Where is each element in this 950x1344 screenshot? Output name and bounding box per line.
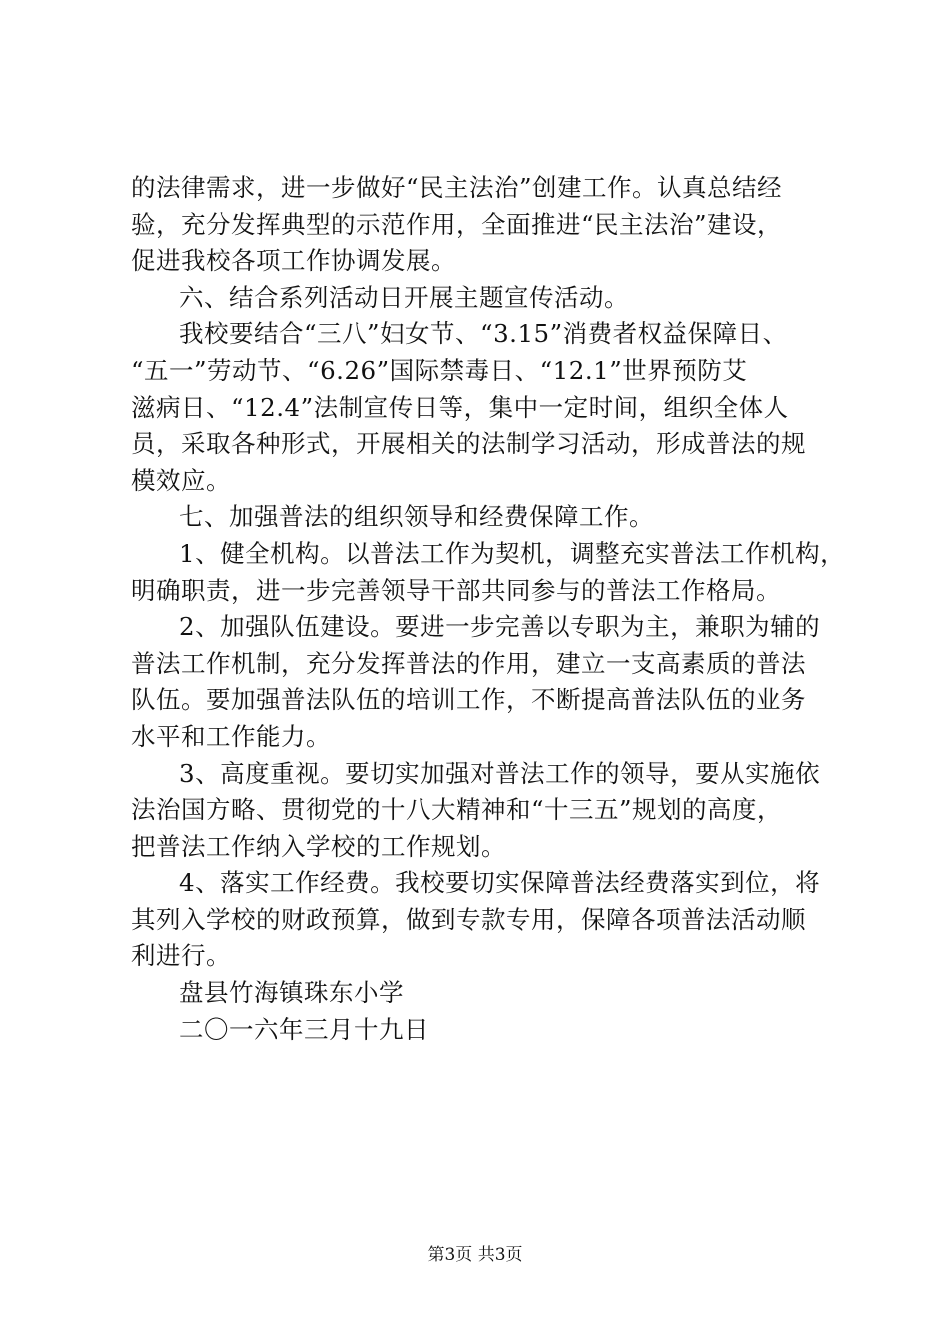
text-line: 普法工作机制，充分发挥普法的作用，建立一支高素质的普法 bbox=[131, 648, 806, 678]
text-line: 滋病日、“12.4”法制宣传日等，集中一定时间，组织全体人 bbox=[131, 392, 789, 422]
text-line: “五一”劳动节、“6.26”国际禁毒日、“12.1”世界预防艾 bbox=[131, 355, 748, 385]
text-line: 明确职责，进一步完善领导干部共同参与的普法工作格局。 bbox=[131, 575, 781, 605]
text-line: 1、健全机构。以普法工作为契机，调整充实普法工作机构， bbox=[179, 538, 846, 568]
text-line: 我校要结合“三八”妇女节、“3.15”消费者权益保障日、 bbox=[179, 319, 788, 349]
text-line: 其列入学校的财政预算，做到专款专用，保障各项普法活动顺 bbox=[131, 904, 806, 934]
text-line: 员，采取各种形式，开展相关的法制学习活动，形成普法的规 bbox=[131, 429, 806, 459]
text-line: 把普法工作纳入学校的工作规划。 bbox=[131, 831, 506, 861]
page-number-footer: 第3页 共3页 bbox=[427, 1245, 523, 1265]
text-line: 利进行。 bbox=[131, 941, 231, 971]
section-heading-6: 六、结合系列活动日开展主题宣传活动。 bbox=[179, 282, 629, 312]
text-line: 法治国方略、贯彻党的十八大精神和“十三五”规划的高度， bbox=[131, 795, 783, 825]
signature-organization: 盘县竹海镇珠东小学 bbox=[179, 978, 404, 1008]
section-heading-7: 七、加强普法的组织领导和经费保障工作。 bbox=[179, 502, 654, 532]
text-line: 2、加强队伍建设。要进一步完善以专职为主，兼职为辅的 bbox=[179, 612, 821, 642]
text-line: 3、高度重视。要切实加强对普法工作的领导，要从实施依 bbox=[179, 758, 821, 788]
text-line: 模效应。 bbox=[131, 465, 231, 495]
text-line: 验，充分发挥典型的示范作用，全面推进“民主法治”建设， bbox=[131, 209, 783, 239]
text-line: 4、落实工作经费。我校要切实保障普法经费落实到位，将 bbox=[179, 868, 821, 898]
text-line: 的法律需求，进一步做好“民主法治”创建工作。认真总结经 bbox=[131, 173, 783, 202]
text-line: 促进我校各项工作协调发展。 bbox=[131, 246, 456, 276]
signature-date: 二〇一六年三月十九日 bbox=[179, 1014, 429, 1044]
text-line: 队伍。要加强普法队伍的培训工作，不断提高普法队伍的业务 bbox=[131, 685, 806, 715]
document-body bbox=[131, 170, 846, 1048]
text-line: 水平和工作能力。 bbox=[131, 721, 331, 751]
